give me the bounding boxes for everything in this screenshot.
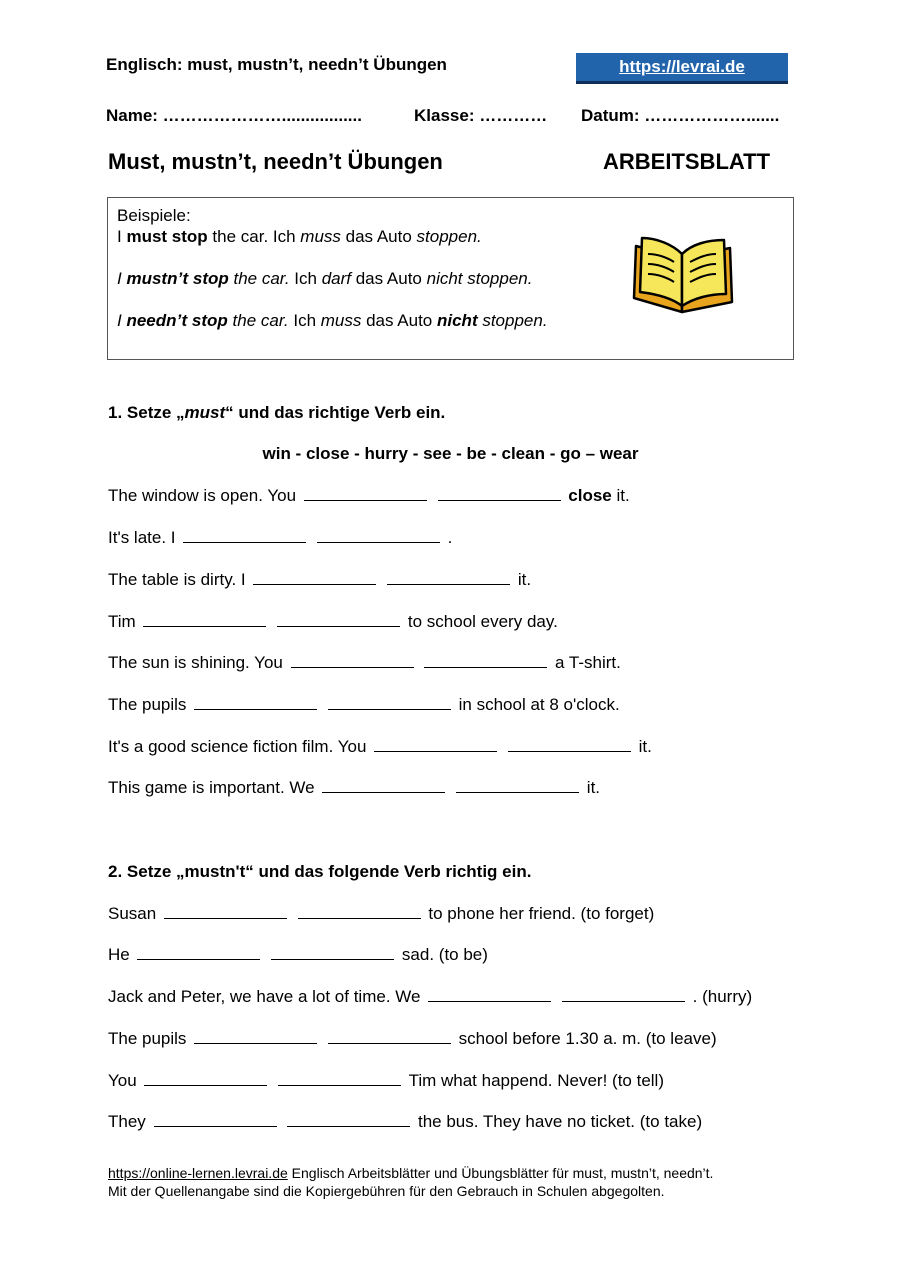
task1-heading: 1. Setze „must“ und das richtige Verb ein. [108,403,446,422]
answer-blank[interactable] [194,1029,317,1044]
answer-blank[interactable] [304,486,427,501]
answer-blank[interactable] [438,486,561,501]
task1-item-4: Tim to school every day. [108,612,558,631]
answer-blank[interactable] [562,987,685,1002]
example-line-mustnt: I mustn’t stop the car. Ich darf das Auto nicht stoppen. [117,269,533,288]
task2-item-5: You Tim what happend. Never! (to tell) [108,1071,664,1090]
task2-item-3: Jack and Peter, we have a lot of time. We . (hurry) [108,987,753,1006]
task1-item-3: The table is dirty. I it. [108,570,532,589]
answer-blank[interactable] [144,1071,267,1086]
answer-blank[interactable] [317,528,440,543]
answer-blank[interactable] [328,695,451,710]
answer-blank[interactable] [374,737,497,752]
footer-link[interactable]: https://online-lernen.levrai.de [108,1165,288,1181]
answer-blank[interactable] [164,904,287,919]
task1-item-5: The sun is shining. You a T-shirt. [108,653,621,672]
answer-blank[interactable] [508,737,631,752]
task2-item-1: Susan to phone her friend. (to forget) [108,904,655,923]
site-badge[interactable] [576,53,788,84]
task2-item-4: The pupils school before 1.30 a. m. (to leave) [108,1029,717,1048]
examples-heading: Beispiele: [117,206,191,225]
task1-item-8: This game is important. We it. [108,778,601,797]
answer-blank[interactable] [428,987,551,1002]
answer-blank[interactable] [424,653,547,668]
answer-blank[interactable] [328,1029,451,1044]
answer-blank[interactable] [143,612,266,627]
open-book-icon [630,232,736,318]
answer-blank[interactable] [291,653,414,668]
footer-line-1: https://online-lernen.levrai.de Englisch Arbeitsblätter und Übungsblätter für must, mustn’t, needn’t. [108,1165,714,1181]
answer-blank[interactable] [278,1071,401,1086]
answer-blank[interactable] [194,695,317,710]
task2-item-2: He sad. (to be) [108,945,488,964]
task1-item-1: The window is open. You close it. [108,486,630,505]
klasse-field[interactable]: Klasse: ………… [414,106,548,125]
task1-item-6: The pupils in school at 8 o'clock. [108,695,620,714]
word-bank: win - close - hurry - see - be - clean - go – wear [262,444,639,463]
site-link[interactable]: https://levrai.de [619,57,745,76]
task1-item-2: It's late. I . [108,528,453,547]
footer-line-2: Mit der Quellenangabe sind die Kopiergebühren für den Gebrauch in Schulen abgegolten. [108,1183,665,1199]
answer-blank[interactable] [183,528,306,543]
answer-blank[interactable] [322,778,445,793]
answer-blank[interactable] [154,1112,277,1127]
answer-blank[interactable] [287,1112,410,1127]
header-title: Englisch: must, mustn’t, needn’t Übungen [106,55,447,74]
answer-blank[interactable] [137,945,260,960]
answer-blank[interactable] [456,778,579,793]
sheet-title: Must, mustn’t, needn’t Übungen [108,149,443,174]
answer-blank[interactable] [387,570,510,585]
sheet-label: ARBEITSBLATT [603,149,771,174]
answer-blank[interactable] [298,904,421,919]
example-line-must: I must stop the car. Ich muss das Auto stoppen. [117,227,482,246]
datum-field[interactable]: Datum: ………………....... [581,106,780,125]
answer-blank[interactable] [277,612,400,627]
answer-blank[interactable] [271,945,394,960]
task2-item-6: They the bus. They have no ticket. (to take) [108,1112,703,1131]
answer-blank[interactable] [253,570,376,585]
name-field[interactable]: Name: …………………................. [106,106,362,125]
task1-item-7: It's a good science fiction film. You it. [108,737,652,756]
task2-heading: 2. Setze „mustn't“ und das folgende Verb richtig ein. [108,862,532,881]
example-line-neednt: I needn’t stop the car. Ich muss das Auto nicht stoppen. [117,311,548,330]
